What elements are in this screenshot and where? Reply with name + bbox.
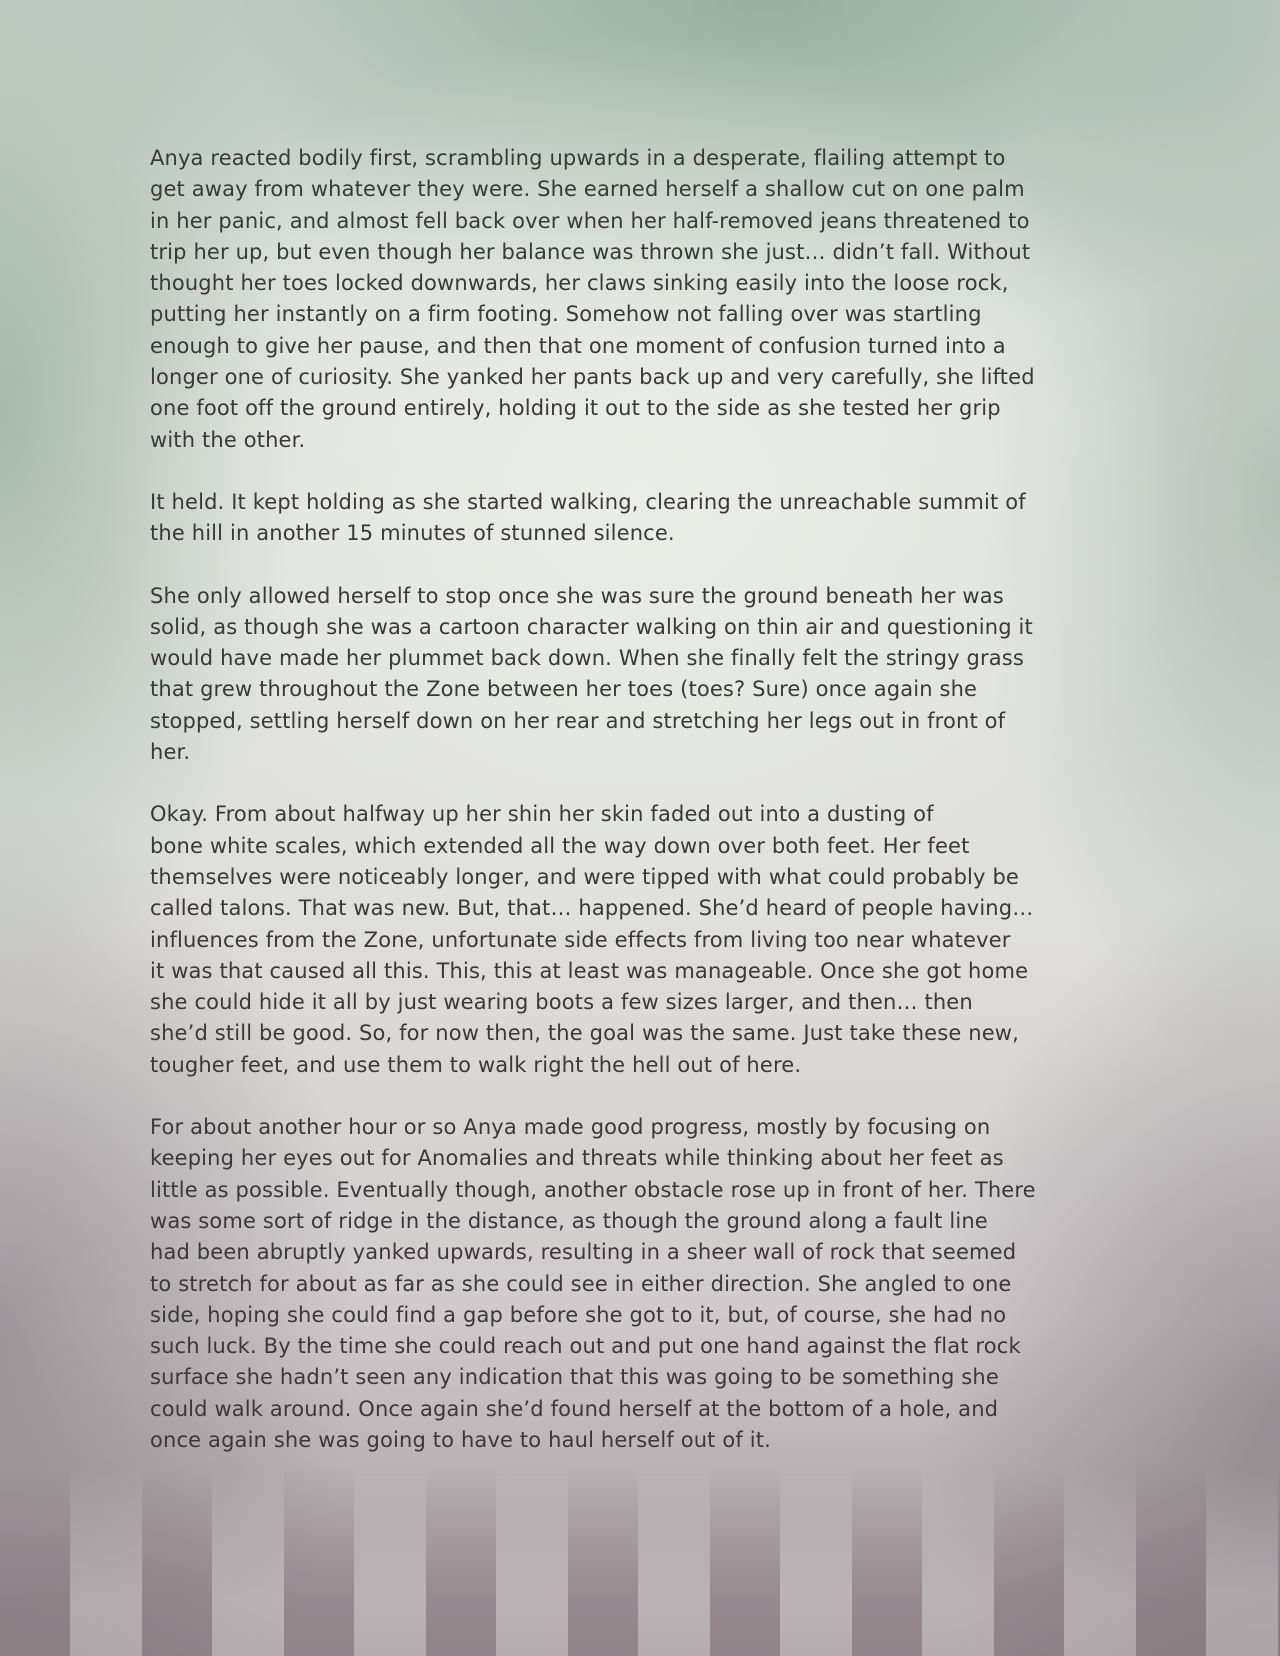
paragraph-5 (150, 1112, 1140, 1456)
text-line: get away from whatever they were. She earned herself a shallow cut on one palm (150, 177, 1025, 202)
text-line: thought her toes locked downwards, her claws sinking easily into the loose rock, (150, 271, 1009, 296)
text-line: influences from the Zone, unfortunate side effects from living too near whatever (150, 927, 1011, 952)
text-line: one foot off the ground entirely, holding it out to the side as she tested her grip (150, 396, 1001, 421)
text-line: could walk around. Once again she’d found herself at the bottom of a hole, and (150, 1396, 999, 1421)
text-line: Anya reacted bodily first, scrambling upwards in a desperate, flailing attempt to (150, 146, 1006, 170)
text-line: had been abruptly yanked upwards, resulting in a sheer wall of rock that seemed (150, 1240, 1017, 1265)
text-line: tougher feet, and use them to walk right the hell out of here. (150, 1052, 802, 1077)
text-line: trip her up, but even though her balance was thrown she just… didn’t fall. Without (150, 239, 1031, 264)
text-line: called talons. That was new. But, that… happened. She’d heard of people having… (150, 896, 1034, 921)
text-line: she could hide it all by just wearing boots a few sizes larger, and then… then (150, 990, 973, 1015)
text-line: It held. It kept holding as she started walking, clearing the unreachable summit of (150, 489, 1026, 514)
text-line: such luck. By the time she could reach out and put one hand against the flat rock (150, 1334, 1021, 1359)
text-line: she’d still be good. So, for now then, the goal was the same. Just take these new, (150, 1021, 1019, 1046)
text-line: little as possible. Eventually though, another obstacle rose up in front of her. There (150, 1177, 1036, 1202)
paragraph-3 (150, 581, 1140, 769)
text-line: her. (150, 740, 191, 765)
text-line: it was that caused all this. This, this at least was manageable. Once she got home (150, 958, 1029, 983)
text-line: stopped, settling herself down on her rear and stretching her legs out in front of (150, 708, 1006, 733)
text-line: once again she was going to have to haul herself out of it. (150, 1427, 771, 1452)
text-line: was some sort of ridge in the distance, as though the ground along a fault line (150, 1208, 988, 1233)
text-line: bone white scales, which extended all the way down over both feet. Her feet (150, 833, 970, 858)
text-line: side, hoping she could find a gap before she got to it, but, of course, she had no (150, 1302, 1007, 1327)
text-line: keeping her eyes out for Anomalies and threats while thinking about her feet as (150, 1146, 1004, 1171)
paragraph-2 (150, 487, 1140, 550)
paragraph-1 (150, 143, 1140, 456)
text-line: themselves were noticeably longer, and were tipped with what could probably be (150, 864, 1019, 889)
story-page (150, 143, 1140, 1487)
text-line: would have made her plummet back down. When she finally felt the stringy grass (150, 646, 1024, 671)
text-line: Okay. From about halfway up her shin her skin faded out into a dusting of (150, 802, 934, 827)
text-line: surface she hadn’t seen any indication that this was going to be something she (150, 1365, 999, 1390)
text-line: solid, as though she was a cartoon character walking on thin air and questioning it (150, 614, 1033, 639)
text-line: enough to give her pause, and then that one moment of confusion turned into a (150, 333, 1006, 358)
text-line: For about another hour or so Anya made good progress, mostly by focusing on (150, 1115, 991, 1140)
text-line: in her panic, and almost fell back over when her half-removed jeans threatened to (150, 208, 1030, 233)
text-line: longer one of curiosity. She yanked her pants back up and very carefully, she lifted (150, 365, 1035, 390)
text-line: putting her instantly on a firm footing. Somehow not falling over was startling (150, 302, 982, 327)
text-line: with the other. (150, 427, 306, 452)
text-line: She only allowed herself to stop once she was sure the ground beneath her was (150, 583, 1004, 608)
decorative-stripes (0, 1466, 1280, 1656)
text-line: the hill in another 15 minutes of stunned silence. (150, 521, 675, 546)
text-line: that grew throughout the Zone between her toes (toes? Sure) once again she (150, 677, 978, 702)
text-line: to stretch for about as far as she could see in either direction. She angled to one (150, 1271, 1012, 1296)
paragraph-4 (150, 799, 1140, 1081)
